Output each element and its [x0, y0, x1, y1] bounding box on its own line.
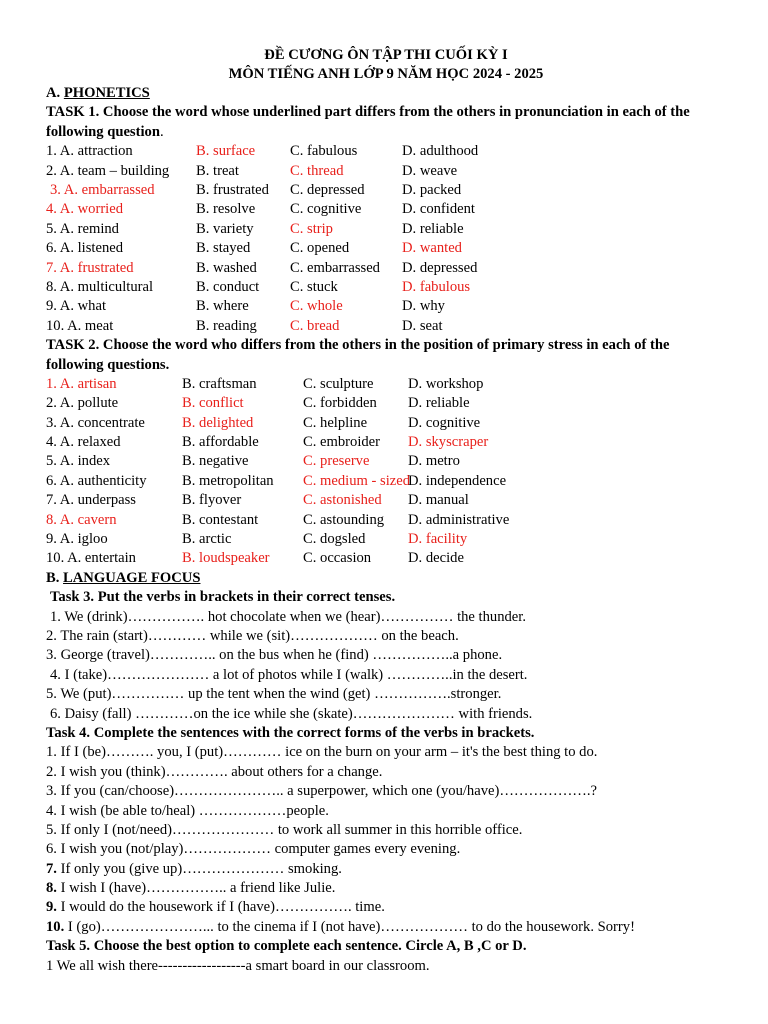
task1-option: D. packed — [402, 181, 462, 198]
task1-option: C. embarrassed — [290, 259, 380, 276]
task2-option: D. independence — [408, 472, 507, 489]
title-line-2: MÔN TIẾNG ANH LỚP 9 NĂM HỌC 2024 - 2025 — [228, 66, 544, 82]
task1-option: B. reading — [196, 317, 257, 334]
task1-row — [46, 142, 726, 161]
task1-row — [46, 297, 726, 316]
task2-option: D. facility — [408, 531, 468, 548]
task2-row — [46, 433, 726, 452]
task1-option: D. reliable — [402, 220, 464, 237]
task4-item — [46, 918, 726, 937]
task4-item-number: 7. — [46, 860, 57, 877]
task2-option: D. skyscraper — [408, 434, 489, 451]
task2-option: D. reliable — [408, 395, 470, 412]
task1-heading — [46, 103, 726, 142]
task4-item-list — [46, 743, 726, 937]
task1-option: C. cognitive — [290, 201, 362, 218]
task2-row — [46, 394, 726, 413]
task2-option: C. astounding — [303, 511, 385, 528]
section-b-label: LANGUAGE FOCUS — [63, 569, 201, 586]
task4-item — [46, 763, 726, 782]
task1-option: C. whole — [290, 298, 343, 315]
task4-item-text: I wish you (not/play)……………… computer games every evening. — [56, 841, 461, 858]
task2-option: 7. A. underpass — [46, 492, 136, 509]
task1-option: B. where — [196, 298, 249, 315]
task1-row — [46, 200, 726, 219]
task4-item-text: If only I (not/need)………………… to work all summer in this horrible office. — [56, 821, 523, 838]
task4-item — [46, 802, 726, 821]
task2-option: B. metropolitan — [182, 472, 274, 489]
task5-heading: Task 5. Choose the best option to complete each sentence. Circle A, B ,C or D. — [46, 938, 527, 955]
task2-option: D. administrative — [408, 511, 510, 528]
task2-option: 2. A. pollute — [46, 395, 119, 412]
document-title — [46, 46, 726, 84]
task2-row — [46, 549, 726, 568]
task1-option: B. washed — [196, 259, 257, 276]
task2-question-list — [46, 375, 726, 569]
task2-option: 10. A. entertain — [46, 550, 136, 567]
task4-item-number: 2. — [46, 763, 57, 780]
section-b-prefix: B. — [46, 569, 64, 586]
task2-option: B. conflict — [182, 395, 244, 412]
task4-item-number: 8. — [46, 880, 57, 897]
task4-item-text: I wish I (have)…………….. a friend like Julie. — [56, 880, 336, 897]
task1-option: 1. A. attraction — [46, 143, 133, 160]
task1-option: D. seat — [402, 317, 443, 334]
task1-option: 8. A. multicultural — [46, 278, 154, 295]
task1-option: D. why — [402, 298, 445, 315]
section-b-heading — [46, 569, 726, 588]
task2-option: 8. A. cavern — [46, 511, 117, 528]
task3-item: 6. Daisy (fall) …………on the ice while she (skate)………………… with friends. — [50, 705, 533, 722]
task1-option: D. fabulous — [402, 278, 471, 295]
task2-option: C. occasion — [303, 550, 372, 567]
task4-heading: Task 4. Complete the sentences with the correct forms of the verbs in brackets. — [46, 724, 535, 741]
task2-row — [46, 491, 726, 510]
task1-option: D. weave — [402, 162, 458, 179]
task2-option: C. medium - sized — [303, 472, 411, 489]
task1-option: 5. A. remind — [46, 220, 119, 237]
task2-option: D. decide — [408, 550, 464, 567]
task1-option: 6. A. listened — [46, 240, 124, 257]
task4-item-number: 6. — [46, 841, 57, 858]
task2-option: 3. A. concentrate — [46, 414, 145, 431]
task4-item-number: 4. — [46, 802, 57, 819]
task2-option: D. manual — [408, 492, 469, 509]
task1-row — [46, 317, 726, 336]
task2-row — [46, 472, 726, 491]
task2-row — [46, 414, 726, 433]
task4-item-text: If you (can/choose)………………….. a superpower, which one (you/have)……………….? — [56, 783, 598, 800]
task1-option: C. opened — [290, 240, 350, 257]
task1-option: D. depressed — [402, 259, 478, 276]
task4-item-text: I would do the housework if I (have)……………. time. — [56, 899, 385, 916]
task1-option: 7. A. frustrated — [46, 259, 134, 276]
task5-item: 1 We all wish there------------------a smart board in our classroom. — [46, 957, 430, 974]
task1-option: C. depressed — [290, 181, 365, 198]
task4-item-number: 10. — [46, 918, 65, 935]
task1-option: B. frustrated — [196, 181, 269, 198]
task2-option: 4. A. relaxed — [46, 434, 121, 451]
task4-item-text: I wish you (think)…………. about others for a change. — [56, 763, 383, 780]
task1-option: C. strip — [290, 220, 333, 237]
section-a-prefix: A. — [46, 85, 64, 101]
section-a-heading — [46, 84, 726, 103]
task1-option: 3. A. embarrassed — [50, 181, 155, 198]
task1-option: B. stayed — [196, 240, 251, 257]
task1-option: D. wanted — [402, 240, 462, 257]
task3-item-list — [46, 608, 726, 724]
task4-item-number: 9. — [46, 899, 57, 916]
task1-option: D. adulthood — [402, 143, 479, 160]
task1-option: B. treat — [196, 162, 239, 179]
task1-option: B. variety — [196, 220, 254, 237]
task4-item — [46, 782, 726, 801]
task1-row — [46, 278, 726, 297]
task3-item: 3. George (travel)………….. on the bus when he (find) ……………..a phone. — [46, 647, 503, 664]
task2-row — [46, 452, 726, 471]
task2-option: C. dogsled — [303, 531, 366, 548]
task2-option: C. embroider — [303, 434, 381, 451]
task4-item — [46, 743, 726, 762]
task4-item-text: If only you (give up)………………… smoking. — [56, 860, 342, 877]
task2-option: B. flyover — [182, 492, 242, 509]
task1-option: B. surface — [196, 143, 256, 160]
task2-option: C. forbidden — [303, 395, 377, 412]
task4-item-number: 1. — [46, 744, 57, 761]
task1-option: B. conduct — [196, 278, 260, 295]
task4-item — [46, 898, 726, 917]
task2-option: D. metro — [408, 453, 460, 470]
task4-item — [46, 840, 726, 859]
title-line-1: ĐỀ CƯƠNG ÔN TẬP THI CUỐI KỲ I — [264, 47, 508, 63]
task5-item-list — [46, 957, 726, 976]
task2-option: B. craftsman — [182, 375, 257, 392]
task2-option: B. contestant — [182, 511, 259, 528]
task4-item-text: If I (be)………. you, I (put)………… ice on the burn on your arm – it's the best thing to do. — [56, 744, 598, 761]
task1-row — [46, 239, 726, 258]
task2-option: C. preserve — [303, 453, 370, 470]
task2-heading: TASK 2. Choose the word who differs from the others in the position of primary stress in each of the following questions. — [46, 337, 670, 373]
task4-item — [46, 821, 726, 840]
task2-row — [46, 375, 726, 394]
task1-option: 9. A. what — [46, 298, 106, 315]
task1-option: C. thread — [290, 162, 344, 179]
task4-item — [46, 879, 726, 898]
task2-option: C. astonished — [303, 492, 382, 509]
document-page — [46, 46, 726, 976]
task2-option: C. sculpture — [303, 375, 374, 392]
task1-option: 4. A. worried — [46, 201, 124, 218]
task2-option: B. affordable — [182, 434, 259, 451]
task1-row — [46, 220, 726, 239]
task1-row — [46, 162, 726, 181]
task4-item-number: 3. — [46, 783, 57, 800]
task1-row — [46, 181, 726, 200]
task2-option: B. delighted — [182, 414, 254, 431]
task1-heading-text: TASK 1. Choose the word whose underlined part differs from the others in pronunciation in each of the following question — [46, 104, 690, 140]
task2-option: D. cognitive — [408, 414, 481, 431]
task4-item-text: I wish (be able to/heal) ………………people. — [56, 802, 329, 819]
task1-question-list — [46, 142, 726, 336]
task1-option: C. bread — [290, 317, 340, 334]
task1-option: C. fabulous — [290, 143, 358, 160]
task3-item: 2. The rain (start)………… while we (sit)……………… on the beach. — [46, 628, 459, 644]
task2-option: 1. A. artisan — [46, 375, 117, 392]
task1-option: 10. A. meat — [46, 317, 114, 334]
task2-option: 5. A. index — [46, 453, 111, 470]
task2-row — [46, 530, 726, 549]
task1-option: C. stuck — [290, 278, 338, 295]
task2-option: B. negative — [182, 453, 249, 470]
task2-option: 6. A. authenticity — [46, 472, 147, 489]
task2-option: B. arctic — [182, 531, 232, 548]
task1-option: B. resolve — [196, 201, 256, 218]
task2-row — [46, 511, 726, 530]
task2-option: D. workshop — [408, 375, 484, 392]
task1-heading-end: . — [159, 123, 164, 140]
task3-item: 5. We (put)…………… up the tent when the wind (get) …………….stronger. — [46, 686, 502, 703]
task2-option: 9. A. igloo — [46, 531, 108, 548]
task2-option: B. loudspeaker — [182, 550, 270, 567]
task4-item-text: I (go)…………………... to the cinema if I (not have)……………… to do the housework. Sorry! — [64, 918, 635, 935]
task2-option: C. helpline — [303, 414, 368, 431]
task3-heading: Task 3. Put the verbs in brackets in their correct tenses. — [50, 589, 396, 606]
task1-option: D. confident — [402, 201, 475, 218]
task3-item: 1. We (drink)……………. hot chocolate when we (hear)…………… the thunder. — [50, 608, 526, 625]
task4-item-number: 5. — [46, 821, 57, 838]
task1-option: 2. A. team – building — [46, 162, 170, 179]
task3-item: 4. I (take)………………… a lot of photos while I (walk) …………..in the desert. — [50, 666, 528, 683]
section-a-label: PHONETICS — [63, 85, 150, 101]
task1-row — [46, 259, 726, 278]
task4-item — [46, 860, 726, 879]
